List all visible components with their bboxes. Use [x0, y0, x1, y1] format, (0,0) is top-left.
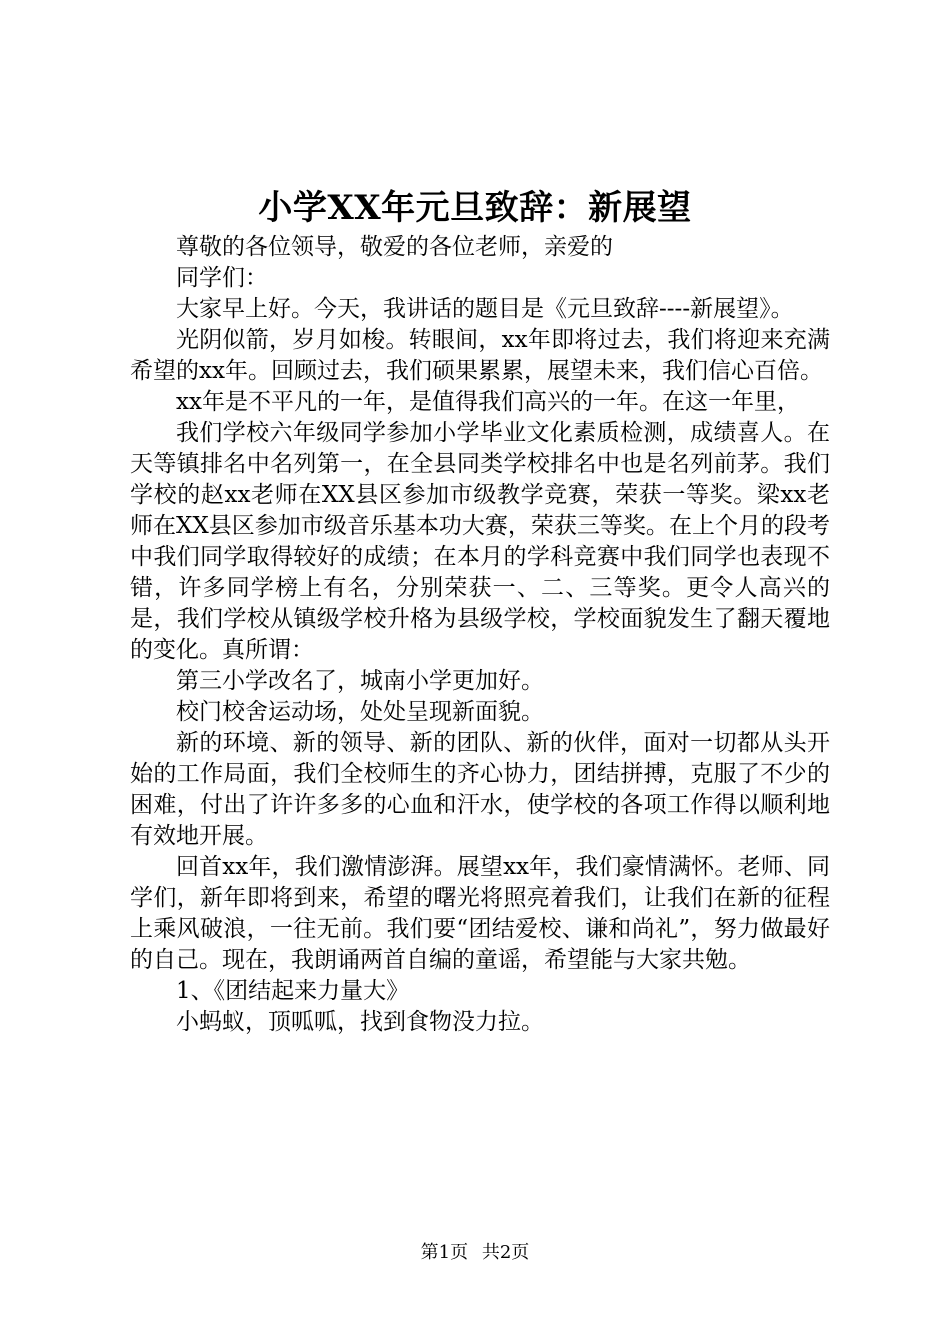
document-title: 小学XX年元旦致辞：新展望 — [258, 188, 692, 228]
page-total: 共2页 — [481, 1242, 530, 1263]
verse-line: 第三小学改名了，城南小学更加好。 — [176, 668, 544, 694]
paragraph: 光阴似箭，岁月如梭。转眼间，xx年即将过去，我们将迎来充满希望的xx年。回顾过去，我们硕果累累，展望未来，我们信心百倍。 — [130, 327, 830, 384]
paragraph: xx年是不平凡的一年，是值得我们高兴的一年。在这一年里， — [176, 389, 800, 415]
paragraph: 大家早上好。今天，我讲话的题目是《元旦致辞----新展望》。 — [176, 296, 794, 322]
poem-heading: 1、《团结起来力量大》 — [176, 978, 410, 1004]
document-body — [130, 232, 830, 1038]
paragraph-salutation: 尊敬的各位领导，敬爱的各位老师，亲爱的 — [176, 234, 613, 260]
verse-line: 小蚂蚁，顶呱呱，找到食物没力拉。 — [176, 1009, 544, 1035]
page-footer — [0, 1241, 950, 1265]
paragraph-salutation-cont: 同学们： — [176, 265, 268, 291]
verse-line: 校门校舍运动场，处处呈现新面貌。 — [176, 699, 544, 725]
paragraph: 我们学校六年级同学参加小学毕业文化素质检测，成绩喜人。在天等镇排名中名列第一，在全县同类学校排名中也是名列前茅。我们学校的赵xx老师在XX县区参加市级教学竞赛，荣获一等奖。梁xx老师在XX县区参加市级音乐基本功大赛，荣获三等奖。在上个月的段考中我们同学取得较好的成绩；在本月的学科竞赛中我们同学也表现不错，许多同学榜上有名，分别荣获一、二、三等奖。更令人高兴的是，我们学校从镇级学校升格为县级学校，学校面貌发生了翻天覆地的变化。真所谓： — [130, 420, 830, 663]
page-number: 第1页 — [420, 1242, 469, 1263]
paragraph: 回首xx年，我们激情澎湃。展望xx年，我们豪情满怀。老师、同学们，新年即将到来，希望的曙光将照亮着我们，让我们在新的征程上乘风破浪，一往无前。我们要“团结爱校、谦和尚礼”，努力做最好的自己。现在，我朗诵两首自编的童谣，希望能与大家共勉。 — [130, 854, 830, 973]
paragraph: 新的环境、新的领导、新的团队、新的伙伴，面对一切都从头开始的工作局面，我们全校师生的齐心协力，团结拼搏，克服了不少的困难，付出了许许多多的心血和汗水，使学校的各项工作得以顺利地有效地开展。 — [130, 730, 830, 849]
